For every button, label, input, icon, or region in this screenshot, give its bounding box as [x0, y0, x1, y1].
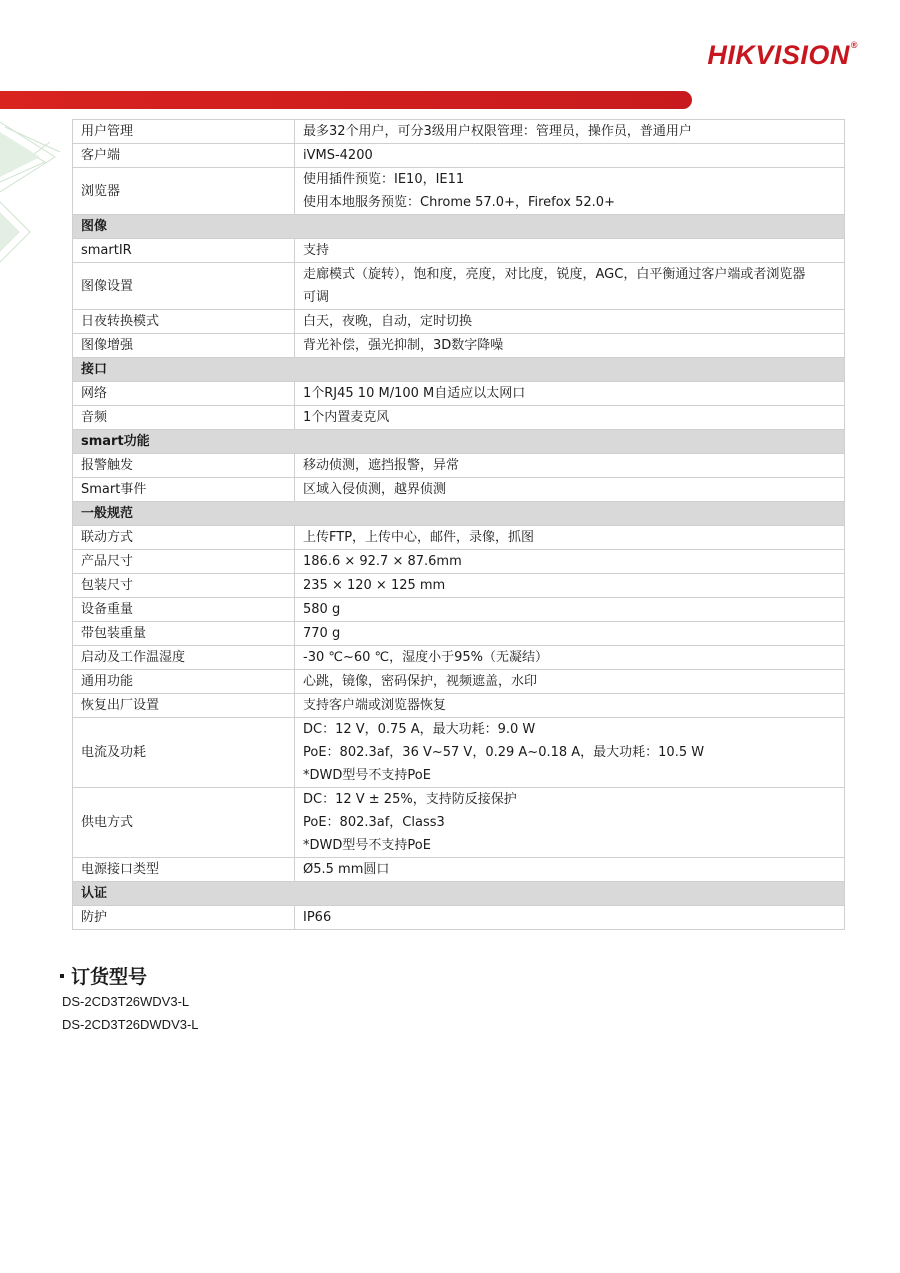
table-row — [73, 718, 845, 788]
table-row — [73, 694, 845, 718]
spec-value — [295, 334, 845, 358]
order-model-item: DS-2CD3T26DWDV3-L — [62, 1017, 199, 1032]
spec-value-line: 186.6 × 92.7 × 87.6mm — [303, 554, 462, 569]
spec-value-line: 区域入侵侦测，越界侦测 — [303, 482, 447, 497]
spec-table — [72, 119, 845, 930]
spec-value — [295, 646, 845, 670]
spec-value-line: 使用插件预览：IE10，IE11 — [303, 172, 465, 187]
spec-key: 联动方式 — [73, 526, 295, 550]
spec-value-line: PoE：802.3af，36 V~57 V，0.29 A~0.18 A，最大功耗：10.5 W — [303, 745, 705, 760]
decorative-pattern — [0, 112, 70, 272]
section-header-row — [73, 430, 845, 454]
spec-value-line: 支持客户端或浏览器恢复 — [303, 698, 447, 713]
spec-value — [295, 454, 845, 478]
spec-key: 设备重量 — [73, 598, 295, 622]
spec-key: 客户端 — [73, 144, 295, 168]
spec-key: 带包装重量 — [73, 622, 295, 646]
spec-value-line: 支持 — [303, 243, 330, 258]
section-header: 接口 — [73, 358, 845, 382]
section-header: smart功能 — [73, 430, 845, 454]
table-row — [73, 120, 845, 144]
spec-value — [295, 144, 845, 168]
brand-logo — [707, 40, 858, 71]
section-header-row — [73, 215, 845, 239]
spec-value — [295, 574, 845, 598]
header-red-bar — [0, 91, 692, 109]
table-row — [73, 788, 845, 858]
spec-value-line: 背光补偿，强光抑制，3D数字降噪 — [303, 338, 504, 353]
spec-value-line: PoE：802.3af，Class3 — [303, 815, 445, 830]
spec-value-line: *DWD型号不支持PoE — [303, 768, 431, 783]
spec-value-line: 心跳，镜像，密码保护，视频遮盖，水印 — [303, 674, 538, 689]
spec-value-line: 使用本地服务预览：Chrome 57.0+，Firefox 52.0+ — [303, 195, 615, 210]
spec-value — [295, 718, 845, 788]
brand-logo-vision: VISION — [755, 40, 850, 70]
spec-key: 电流及功耗 — [73, 718, 295, 788]
spec-value-line: DC：12 V ± 25%，支持防反接保护 — [303, 792, 517, 807]
spec-value — [295, 670, 845, 694]
table-row — [73, 858, 845, 882]
table-row — [73, 144, 845, 168]
brand-registered-mark: ® — [850, 40, 858, 50]
spec-key: 图像增强 — [73, 334, 295, 358]
spec-key: Smart事件 — [73, 478, 295, 502]
table-row — [73, 478, 845, 502]
spec-value — [295, 694, 845, 718]
table-row — [73, 574, 845, 598]
table-row — [73, 263, 845, 310]
table-row — [73, 526, 845, 550]
spec-value — [295, 478, 845, 502]
spec-key: 电源接口类型 — [73, 858, 295, 882]
spec-value — [295, 263, 845, 310]
brand-logo-hik: HIK — [707, 40, 756, 70]
spec-value-line: iVMS-4200 — [303, 148, 373, 163]
table-row — [73, 168, 845, 215]
order-title-text: 订货型号 — [71, 966, 148, 988]
order-models-list — [62, 990, 199, 1036]
spec-key: 包装尺寸 — [73, 574, 295, 598]
table-row — [73, 598, 845, 622]
spec-key: 报警触发 — [73, 454, 295, 478]
table-row — [73, 906, 845, 930]
table-row — [73, 239, 845, 263]
spec-value — [295, 526, 845, 550]
spec-value — [295, 120, 845, 144]
spec-value — [295, 858, 845, 882]
section-header-row — [73, 358, 845, 382]
spec-value — [295, 239, 845, 263]
section-header-row — [73, 882, 845, 906]
section-header: 认证 — [73, 882, 845, 906]
spec-value — [295, 906, 845, 930]
spec-value-line: Ø5.5 mm圆口 — [303, 862, 390, 877]
spec-value-line: 白天，夜晚，自动，定时切换 — [303, 314, 473, 329]
spec-key: 音频 — [73, 406, 295, 430]
order-section-title — [60, 962, 147, 989]
table-row — [73, 550, 845, 574]
spec-value — [295, 550, 845, 574]
section-header-row — [73, 502, 845, 526]
spec-key: 图像设置 — [73, 263, 295, 310]
table-row — [73, 382, 845, 406]
table-row — [73, 334, 845, 358]
spec-value-line: 移动侦测，遮挡报警，异常 — [303, 458, 460, 473]
table-row — [73, 454, 845, 478]
section-header: 一般规范 — [73, 502, 845, 526]
spec-key: smartIR — [73, 239, 295, 263]
spec-key: 供电方式 — [73, 788, 295, 858]
spec-value-line: 走廊模式（旋转），饱和度，亮度，对比度，锐度，AGC，白平衡通过客户端或者浏览器 — [303, 267, 806, 282]
spec-value-line: 235 × 120 × 125 mm — [303, 578, 446, 593]
spec-value — [295, 168, 845, 215]
spec-value-line: 上传FTP，上传中心，邮件，录像，抓图 — [303, 530, 535, 545]
spec-key: 启动及工作温湿度 — [73, 646, 295, 670]
spec-value — [295, 598, 845, 622]
spec-key: 网络 — [73, 382, 295, 406]
table-row — [73, 310, 845, 334]
spec-value-line: 580 g — [303, 602, 341, 617]
spec-value-line: 可调 — [303, 290, 330, 305]
spec-value — [295, 622, 845, 646]
table-row — [73, 646, 845, 670]
spec-value — [295, 406, 845, 430]
order-model-item: DS-2CD3T26WDV3-L — [62, 994, 190, 1009]
spec-key: 浏览器 — [73, 168, 295, 215]
spec-value-line: IP66 — [303, 910, 332, 925]
spec-value — [295, 310, 845, 334]
spec-value-line: 770 g — [303, 626, 341, 641]
spec-key: 防护 — [73, 906, 295, 930]
spec-key: 通用功能 — [73, 670, 295, 694]
spec-key: 产品尺寸 — [73, 550, 295, 574]
spec-value — [295, 788, 845, 858]
spec-key: 用户管理 — [73, 120, 295, 144]
bullet-icon — [60, 974, 64, 978]
spec-key: 恢复出厂设置 — [73, 694, 295, 718]
spec-value-line: -30 ℃~60 ℃，湿度小于95%（无凝结） — [303, 650, 549, 665]
spec-key: 日夜转换模式 — [73, 310, 295, 334]
table-row — [73, 622, 845, 646]
spec-value-line: DC：12 V，0.75 A，最大功耗：9.0 W — [303, 722, 536, 737]
spec-value-line: *DWD型号不支持PoE — [303, 838, 431, 853]
spec-value-line: 最多32个用户，可分3级用户权限管理：管理员，操作员，普通用户 — [303, 124, 692, 139]
spec-value-line: 1个内置麦克风 — [303, 410, 390, 425]
table-row — [73, 670, 845, 694]
table-row — [73, 406, 845, 430]
spec-value — [295, 382, 845, 406]
spec-value-line: 1个RJ45 10 M/100 M自适应以太网口 — [303, 386, 526, 401]
section-header: 图像 — [73, 215, 845, 239]
